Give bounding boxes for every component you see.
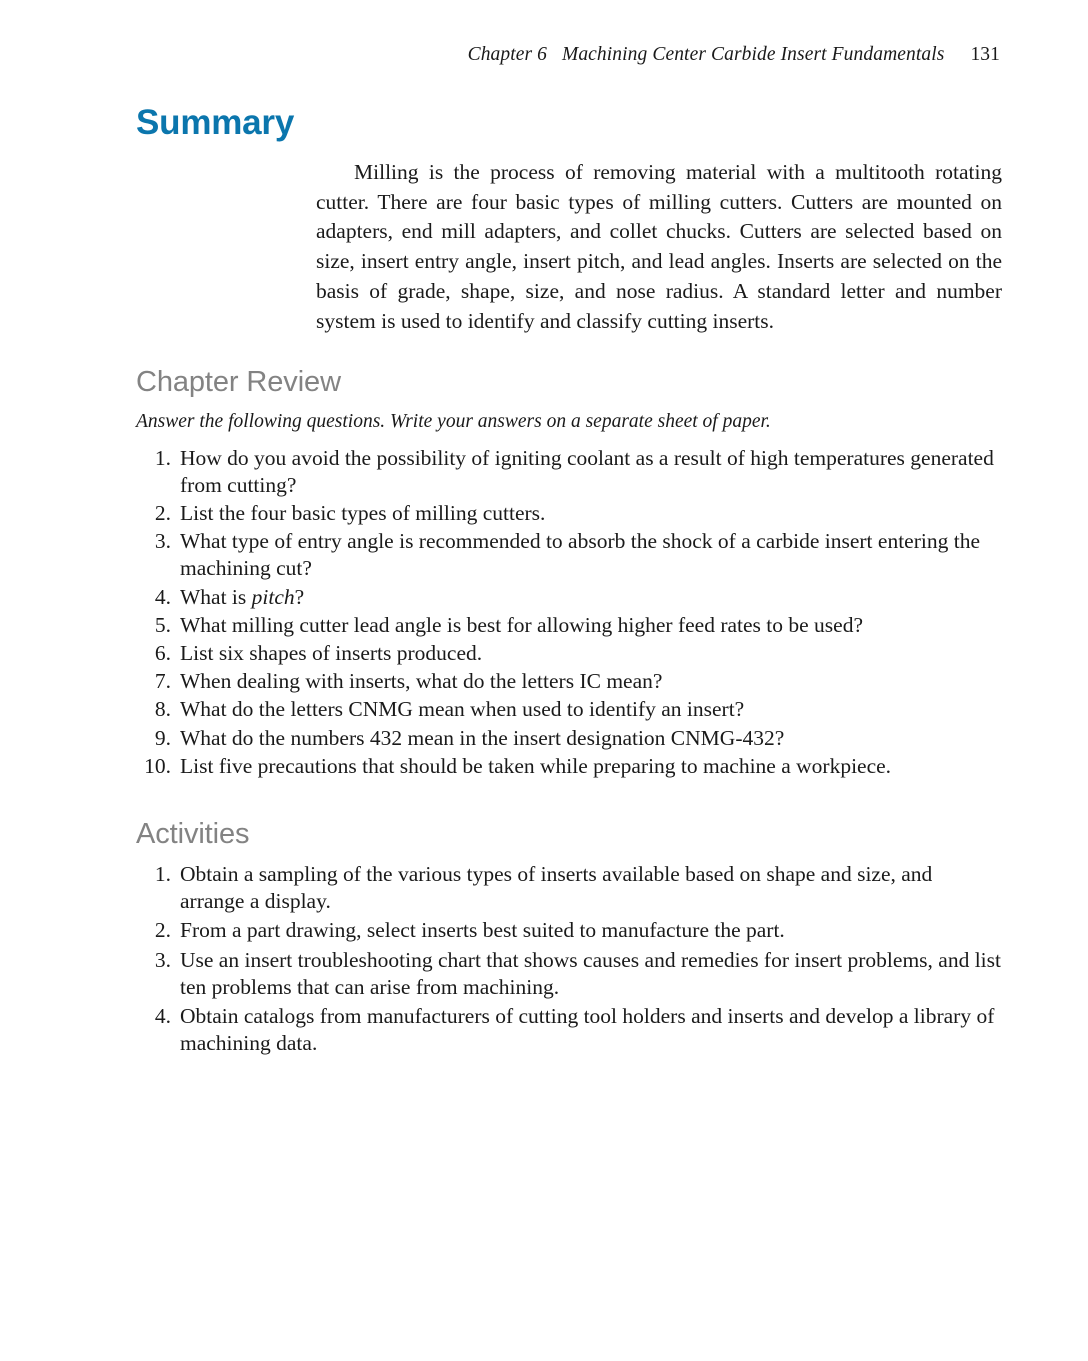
chapter-review-item-number: 2. [154, 501, 171, 526]
chapter-review-item [136, 612, 1002, 639]
page-number: 131 [970, 44, 1000, 65]
activity-item-number: 3. [154, 947, 171, 972]
activity-item-text: From a part drawing, select inserts best suited to manufacture the part. [180, 918, 785, 943]
chapter-review-item [136, 753, 1002, 780]
chapter-review-list [136, 445, 1002, 780]
activities-list [136, 861, 1002, 1057]
page-content [136, 104, 1002, 1059]
chapter-review-item-number: 3. [154, 529, 171, 554]
activity-item-number: 4. [154, 1003, 171, 1028]
activity-item [136, 947, 1002, 1001]
chapter-review-item-number: 5. [154, 612, 171, 637]
chapter-review-item-text: What is pitch? [180, 584, 305, 609]
summary-paragraph-text: Milling is the process of removing material with a multitooth rotating cutter. There are four basic types of milling cutters. Cutters are mounted on adapters, end mill adapters, and collet chucks. Cutters are selected based on size, insert entry angle, insert pitch, and lead angles. Inserts are selected on the basis of grade, shape, size, and nose radius. A standard letter and number system is used to identify and classify cutting inserts. [316, 159, 1002, 333]
activity-item [136, 1003, 1002, 1057]
chapter-review-item-number: 4. [154, 584, 171, 609]
chapter-review-item-text: List five precautions that should be taken while preparing to machine a workpiece. [180, 753, 892, 778]
header-spacer [547, 44, 562, 66]
chapter-review-item-text: List the four basic types of milling cutters. [180, 501, 546, 526]
chapter-review-item-text: What milling cutter lead angle is best for allowing higher feed rates to be used? [180, 612, 863, 637]
chapter-review-item [136, 640, 1002, 667]
chapter-review-item [136, 528, 1002, 582]
activity-item [136, 917, 1002, 944]
chapter-review-item-number: 6. [154, 641, 171, 666]
chapter-review-item-text: What type of entry angle is recommended to absorb the shock of a carbide insert entering the machining cut? [180, 529, 980, 581]
running-header [130, 44, 1000, 66]
activity-item-number: 2. [154, 918, 171, 943]
chapter-review-item [136, 668, 1002, 695]
header-chapter-label: Chapter 6 [467, 44, 548, 65]
chapter-review-item-text: When dealing with inserts, what do the letters IC mean? [180, 669, 663, 694]
activity-item-number: 1. [154, 861, 171, 886]
activity-item-text: Obtain a sampling of the various types of inserts available based on shape and size, and arrange a display. [180, 861, 933, 914]
header-chapter-title: Machining Center Carbide Insert Fundamentals [561, 44, 945, 65]
chapter-review-item [136, 696, 1002, 723]
chapter-review-instruction: Answer the following questions. Write your answers on a separate sheet of paper. [136, 411, 771, 433]
chapter-review-heading: Chapter Review [136, 366, 341, 399]
chapter-review-item-number: 1. [154, 445, 171, 470]
chapter-review-item [136, 725, 1002, 752]
chapter-review-item-emphasis: pitch [251, 584, 295, 609]
activities-heading: Activities [136, 817, 250, 850]
activity-item-text: Use an insert troubleshooting chart that shows causes and remedies for insert problems, and list ten problems that can arise from machining. [180, 947, 1001, 999]
summary-heading: Summary [136, 103, 295, 142]
chapter-review-item-text: How do you avoid the possibility of igniting coolant as a result of high temperatures generated from cutting? [180, 445, 994, 497]
chapter-review-item [136, 445, 1002, 499]
chapter-review-item-text: List six shapes of inserts produced. [180, 641, 483, 666]
chapter-review-item [136, 500, 1002, 527]
chapter-review-item-number: 10. [144, 753, 171, 778]
chapter-review-item-number: 8. [154, 697, 171, 722]
chapter-review-item-number: 9. [154, 725, 171, 750]
chapter-review-item-number: 7. [154, 669, 171, 694]
activity-item-text: Obtain catalogs from manufacturers of cutting tool holders and inserts and develop a library of machining data. [180, 1003, 995, 1056]
chapter-review-item-text: What do the numbers 432 mean in the insert designation CNMG-432? [180, 725, 785, 750]
activity-item [136, 861, 1002, 915]
chapter-review-item [136, 584, 1002, 611]
chapter-review-item-text: What do the letters CNMG mean when used to identify an insert? [180, 697, 745, 722]
summary-paragraph [136, 158, 1002, 337]
